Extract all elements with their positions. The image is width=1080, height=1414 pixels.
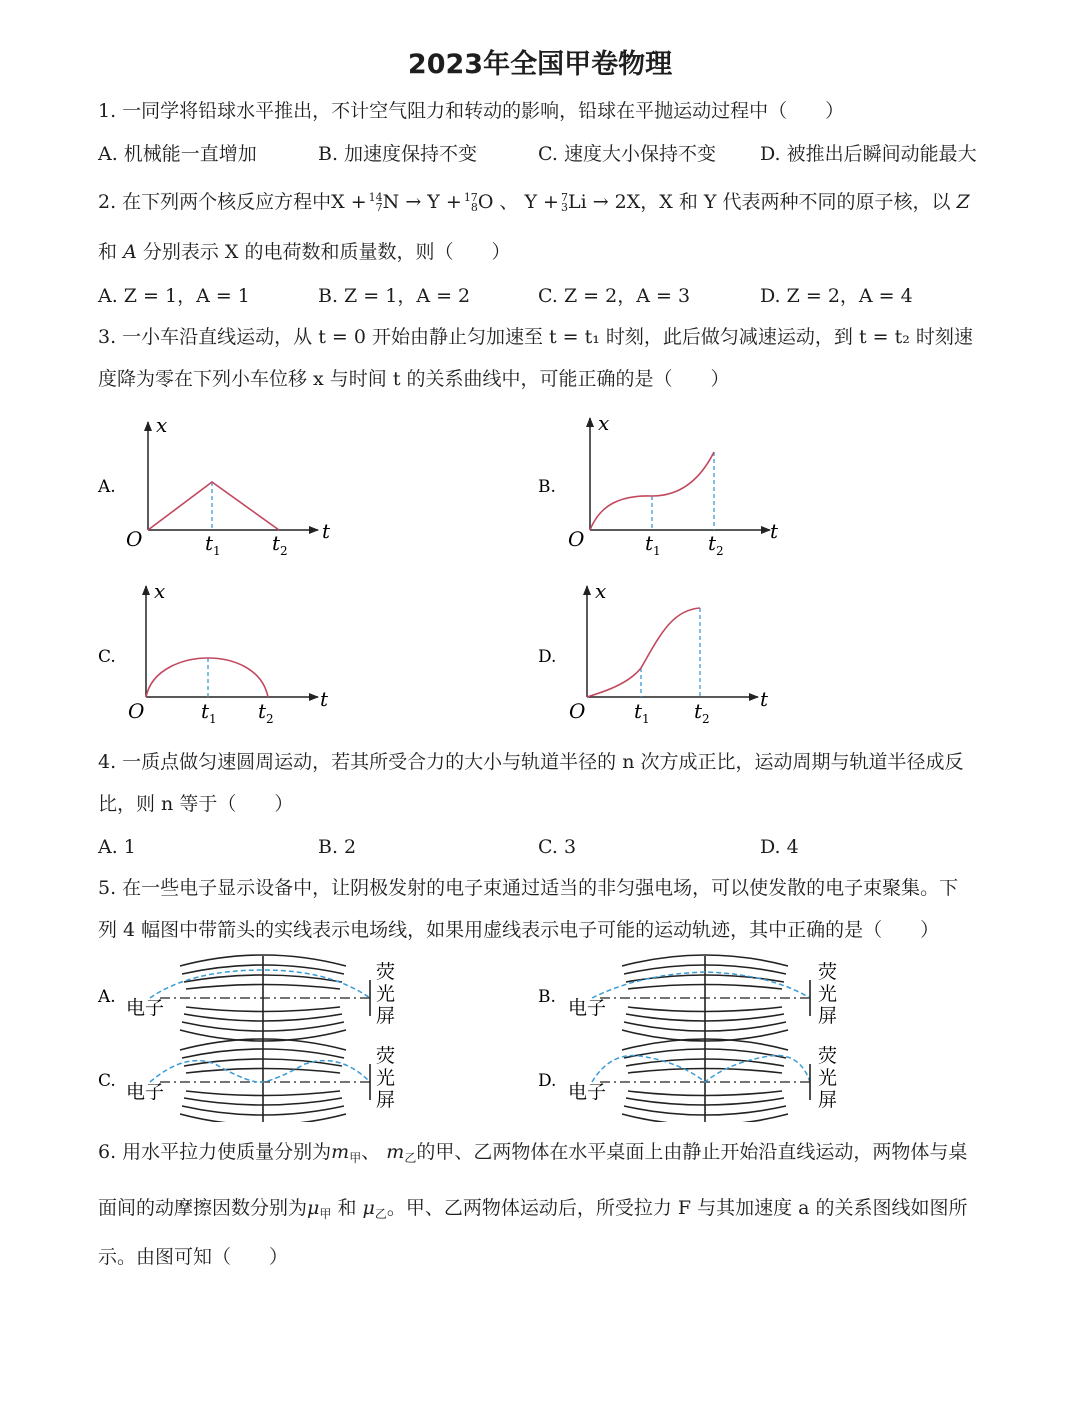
q6-m2-sub: 乙 xyxy=(404,1151,417,1165)
q6-line1-b: 的甲、乙两物体在水平桌面上由静止开始沿直线运动，两物体与桌 xyxy=(416,1141,968,1163)
q6-mu2: μ xyxy=(362,1197,375,1219)
q2-option-c: C. Z = 2，A = 3 xyxy=(538,285,691,307)
q4-stem-line1: 4. 一质点做匀速圆周运动，若其所受合力的大小与轨道半径的 n 次方成正比，运动周期与轨道半径成反 xyxy=(98,751,964,773)
q6-mu1-sub: 甲 xyxy=(319,1207,332,1221)
q5-figure-c-screen-label-3: 屏 xyxy=(376,1089,396,1111)
q5-stem-line1: 5. 在一些电子显示设备中，让阴极发射的电子束通过适当的非匀强电场，可以使发散的电子束聚集。下 xyxy=(98,877,959,899)
q3-graph-d-origin: O xyxy=(569,699,586,723)
q2-z-var: Z xyxy=(956,191,970,213)
q3-graph-d-curve xyxy=(587,608,700,697)
q5-figure-c xyxy=(98,1039,395,1122)
q2-n-symbol: N → Y + xyxy=(382,191,462,213)
q5-figure-c-label: C. xyxy=(98,1071,116,1091)
q3-graph-c-curve xyxy=(146,658,268,697)
q2-option-a: A. Z = 1，A = 1 xyxy=(98,285,250,307)
q6-line2-a: 面间的动摩擦因数分别为 xyxy=(98,1197,308,1219)
q5-figure-c-field-lines xyxy=(180,1039,346,1122)
q3-graph-c-t2: $t_2$ xyxy=(258,699,274,726)
q5-figure-d-field-lines xyxy=(622,1039,788,1122)
q2-o-symbol: O 、 Y + xyxy=(477,191,559,213)
q5-figure-d xyxy=(538,1039,837,1122)
q2-stem-post: ，X 和 Y 代表两种不同的原子核，以 xyxy=(640,191,951,213)
q2-o-nuclide-numbers: 17 8 xyxy=(463,191,478,214)
q5-figure-d-label: D. xyxy=(538,1071,557,1091)
q6-mu2-sub: 乙 xyxy=(374,1207,387,1221)
q5-figure-b-label: B. xyxy=(538,987,556,1007)
q1-option-a: A. 机械能一直增加 xyxy=(98,143,257,165)
q4-option-c: C. 3 xyxy=(538,836,577,858)
q5-figure-a xyxy=(97,955,395,1041)
q6-mu1: μ xyxy=(307,1197,320,1219)
q5-figure-b-screen-label-2: 光 xyxy=(818,983,838,1005)
q2-li-symbol: Li → 2X xyxy=(567,191,641,213)
q5-figure-c-trajectory xyxy=(150,1061,370,1083)
q3-graph-c-t1: $t_1$ xyxy=(201,699,217,726)
q6-sep: 、 xyxy=(361,1141,381,1163)
q6-line1-a: 6. 用水平拉力使质量分别为 xyxy=(98,1141,332,1163)
q3-graph-a-curve xyxy=(148,482,279,530)
q5-figure-b-screen-label-3: 屏 xyxy=(818,1005,838,1027)
q3-graph-b-x-label: t xyxy=(770,519,779,543)
q5-figure-d-electron-label: 电子 xyxy=(568,1081,607,1103)
q2-option-b: B. Z = 1，A = 2 xyxy=(318,285,471,307)
q3-graph-b-origin: O xyxy=(568,527,585,551)
page-title: 2023年全国甲卷物理 xyxy=(407,49,673,80)
q5-figure-d-screen-label-2: 光 xyxy=(818,1067,838,1089)
q5-figure-a-screen-label-1: 荧 xyxy=(376,961,396,983)
q3-graph-a-origin: O xyxy=(126,527,143,551)
q5-figure-a-electron-label: 电子 xyxy=(126,997,165,1019)
q5-figures xyxy=(0,952,1080,1122)
q5-figure-a-screen-label-2: 光 xyxy=(376,983,396,1005)
q4-option-b: B. 2 xyxy=(318,836,357,858)
q3-graph-b-y-label: x xyxy=(598,411,610,435)
q3-graph-d xyxy=(538,579,769,726)
q1-option-b: B. 加速度保持不变 xyxy=(318,143,478,165)
q3-graph-a-t2: $t_2$ xyxy=(272,531,288,558)
q3-stem-line2: 度降为零在下列小车位移 x 与时间 t 的关系曲线中，可能正确的是（ ） xyxy=(98,368,730,390)
q3-graph-b xyxy=(538,411,779,558)
q3-graph-b-label: B. xyxy=(538,477,556,497)
q6-line2-b: 。甲、乙两物体运动后，所受拉力 F 与其加速度 a 的关系图线如图所 xyxy=(386,1197,968,1219)
q3-graph-c-origin: O xyxy=(128,699,145,723)
q2-option-d: D. Z = 2，A = 4 xyxy=(760,285,913,307)
q6-stem-line2 xyxy=(98,1196,968,1226)
q4-option-d: D. 4 xyxy=(760,836,799,858)
q1-stem: 1. 一同学将铅球水平推出，不计空气阻力和转动的影响，铅球在平抛运动过程中（ ） xyxy=(98,100,845,122)
q3-graph-c xyxy=(98,579,329,726)
q2-line2-b: 分别表示 X 的电荷数和质量数，则（ ） xyxy=(142,241,511,263)
q5-figure-a-label: A. xyxy=(98,987,116,1007)
q6-m2: m xyxy=(386,1141,405,1163)
q3-graph-a xyxy=(97,413,331,558)
q3-graphs xyxy=(0,400,1080,740)
q2-n-nuclide-numbers: 14 7 xyxy=(368,191,383,214)
q2-a-var: A xyxy=(123,241,137,263)
q3-graph-a-t1: $t_1$ xyxy=(205,531,221,558)
q2-eq-x: X + xyxy=(331,191,367,213)
q3-graph-a-label: A. xyxy=(98,477,116,497)
q6-m1-sub: 甲 xyxy=(349,1151,362,1165)
q4-stem-line2: 比，则 n 等于（ ） xyxy=(98,793,294,815)
q2-li-nuclide-numbers: 7 3 xyxy=(560,191,568,214)
q3-graph-c-y-label: x xyxy=(154,579,166,603)
q6-and: 和 xyxy=(337,1197,357,1219)
q6-stem-line1 xyxy=(98,1140,967,1170)
q3-graph-c-label: C. xyxy=(98,647,116,667)
q5-figure-b-screen-label-1: 荧 xyxy=(818,961,838,983)
q3-graph-d-t2: $t_2$ xyxy=(694,699,710,726)
q2-line2-a: 和 xyxy=(98,241,118,263)
q3-stem-line1: 3. 一小车沿直线运动，从 t = 0 开始由静止匀加速至 t = t₁ 时刻，此后做匀减速运动，到 t = t₂ 时刻速 xyxy=(98,326,973,348)
q2-stem-line2 xyxy=(98,240,510,264)
q3-graph-d-y-label: x xyxy=(595,579,607,603)
q5-figure-a-screen-label-3: 屏 xyxy=(376,1005,396,1027)
q6-stem-line3: 示。由图可知（ ） xyxy=(98,1246,289,1268)
q2-stem-line1 xyxy=(98,190,970,214)
q5-figure-c-screen-label-1: 荧 xyxy=(376,1045,396,1067)
q5-stem-line2: 列 4 幅图中带箭头的实线表示电场线，如果用虚线表示电子可能的运动轨迹，其中正确的是（ ） xyxy=(98,919,940,941)
q3-graph-d-label: D. xyxy=(538,647,557,667)
q3-graph-b-t1: $t_1$ xyxy=(645,531,661,558)
q3-graph-b-t2: $t_2$ xyxy=(708,531,724,558)
q5-figure-d-screen-label-3: 屏 xyxy=(818,1089,838,1111)
q3-graph-d-t1: $t_1$ xyxy=(634,699,650,726)
q5-figure-c-electron-label: 电子 xyxy=(126,1081,165,1103)
q5-figure-b xyxy=(538,955,837,1041)
q6-m1: m xyxy=(331,1141,350,1163)
q3-graph-a-y-label: x xyxy=(156,413,168,437)
q3-graph-c-x-label: t xyxy=(320,687,329,711)
q5-figure-c-screen-label-2: 光 xyxy=(376,1067,396,1089)
q1-option-d: D. 被推出后瞬间动能最大 xyxy=(760,143,977,165)
q1-option-c: C. 速度大小保持不变 xyxy=(538,143,716,165)
q4-option-a: A. 1 xyxy=(98,836,136,858)
q3-graph-d-x-label: t xyxy=(760,687,769,711)
q5-figure-d-screen-label-1: 荧 xyxy=(818,1045,838,1067)
q5-figure-b-electron-label: 电子 xyxy=(568,997,607,1019)
q3-graph-a-x-label: t xyxy=(322,519,331,543)
q2-stem-pre: 2. 在下列两个核反应方程中 xyxy=(98,191,332,213)
